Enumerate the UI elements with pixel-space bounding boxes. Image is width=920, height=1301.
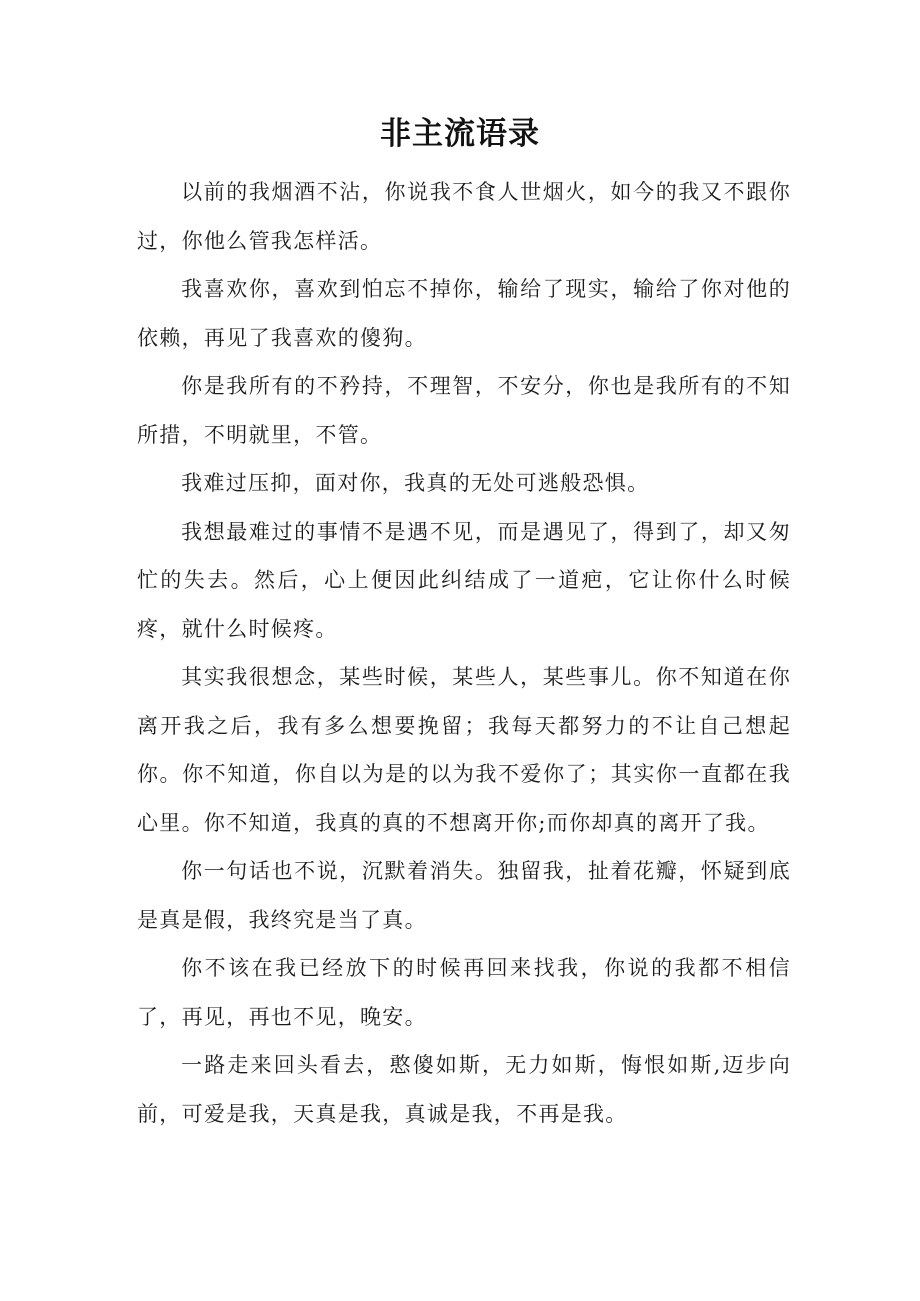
paragraph: 你不该在我已经放下的时候再回来找我，你说的我都不相信了，再见，再也不见，晚安。 [137,956,791,1029]
document-title: 非主流语录 [380,116,540,152]
paragraph: 我喜欢你，喜欢到怕忘不掉你，输给了现实，输给了你对他的依赖，再见了我喜欢的傻狗。 [137,277,791,350]
paragraph: 你是我所有的不矜持，不理智，不安分，你也是我所有的不知所措，不明就里，不管。 [137,374,791,447]
paragraph: 以前的我烟酒不沾，你说我不食人世烟火，如今的我又不跟你过，你他么管我怎样活。 [137,180,791,253]
paragraph: 我想最难过的事情不是遇不见，而是遇见了，得到了，却又匆忙的失去。然后，心上便因此纠结成了一道疤，它让你什么时候疼，就什么时候疼。 [137,519,791,641]
paragraph: 你一句话也不说，沉默着消失。独留我，扯着花瓣，怀疑到底是真是假，我终究是当了真。 [137,859,791,932]
document-body [137,168,791,1138]
paragraph: 我难过压抑，面对你，我真的无处可逃般恐惧。 [181,471,650,495]
paragraph: 一路走来回头看去，憨傻如斯，无力如斯，悔恨如斯,迈步向前，可爱是我，天真是我，真诚是我，不再是我。 [137,1053,791,1126]
paragraph: 其实我很想念，某些时候，某些人，某些事儿。你不知道在你离开我之后，我有多么想要挽留；我每天都努力的不让自己想起你。你不知道，你自以为是的以为我不爱你了；其实你一直都在我心里。你不知道，我真的真的不想离开你;而你却真的离开了我。 [137,665,791,835]
